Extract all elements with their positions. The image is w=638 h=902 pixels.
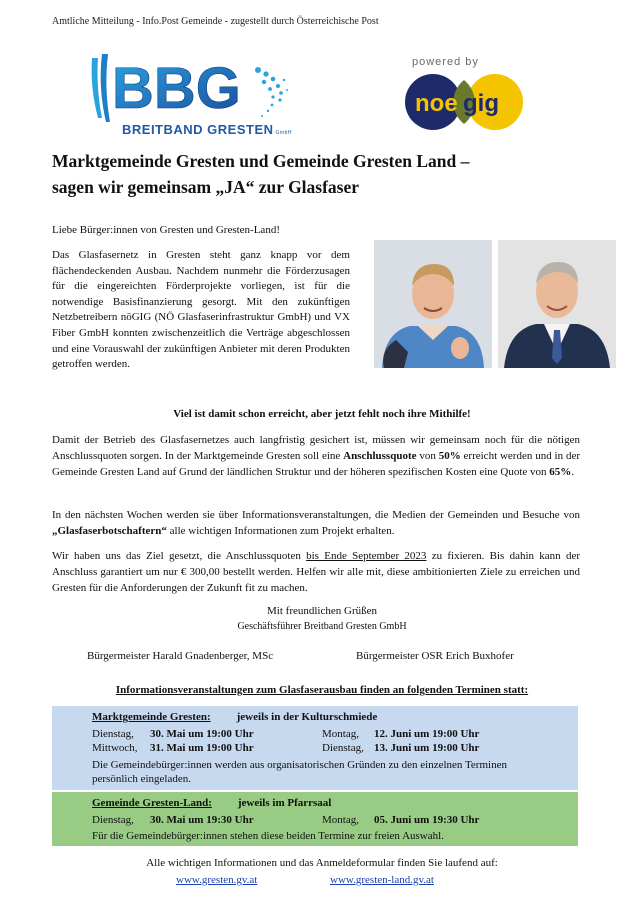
events-note: Für die Gemeindebürger:innen stehen diese beiden Termine zur freien Auswahl. bbox=[92, 830, 444, 842]
bbg-subtitle: BREITBAND GRESTEN GmbH bbox=[122, 122, 292, 137]
noegig-logo bbox=[403, 72, 529, 132]
headline-line-2: sagen wir gemeinsam „JA“ zur Glasfaser bbox=[52, 177, 360, 197]
event-row: Mittwoch, 31. Mai um 19:00 Uhr Dienstag, 13. Juni um 19:00 Uhr bbox=[92, 742, 480, 754]
closing-greeting: Mit freundlichen Grüßen bbox=[267, 605, 377, 617]
signer-1: Bürgermeister Harald Gnadenberger, MSc bbox=[87, 650, 274, 662]
powered-by-label: powered by bbox=[412, 56, 479, 68]
portrait-photo-mayor-2 bbox=[498, 240, 616, 368]
closing-block bbox=[52, 604, 592, 634]
portrait-photo-mayor-1 bbox=[374, 240, 492, 368]
headline-line-1: Marktgemeinde Gresten und Gemeinde Gresten Land – bbox=[52, 151, 470, 171]
events-heading: Informationsveranstaltungen zum Glasfaserausbau finden an folgenden Terminen statt: bbox=[115, 684, 529, 696]
headline bbox=[52, 148, 592, 200]
paragraph-quota: Damit der Betrieb des Glasfasernetzes auch langfristig gesichert ist, müssen wir gemeinsam noch für die nötigen Anschlussquoten sorgen. In der Marktgemeinde Gresten soll eine Anschlussquote von 50% erreicht werden und in der Gemeinde Gresten Land auf Grund der ländlichen Struktur und der höheren spezifischen Kosten eine Quote von 65%. bbox=[52, 434, 580, 478]
events-box-gresten-land bbox=[52, 792, 578, 846]
events-box-title: Marktgemeinde Gresten: jeweils in der Kulturschmiede bbox=[92, 711, 378, 723]
greeting: Liebe Bürger:innen von Gresten und Gresten-Land! bbox=[52, 224, 280, 236]
signer-2: Bürgermeister OSR Erich Buxhofer bbox=[356, 650, 514, 662]
footer-text: Alle wichtigen Informationen und das Anmeldeformular finden Sie laufend auf: bbox=[146, 857, 498, 869]
svg-text:noe: noe bbox=[415, 90, 458, 117]
svg-text:gig: gig bbox=[463, 90, 499, 117]
intro-paragraph: Das Glasfasernetz in Gresten steht ganz knapp vor dem flächendeckenden Ausbau. Nachdem nunmehr die Förderzusagen für die eingereichten Förderprojekte vorliegen, ist für die notwendige Basisfinanzierung gesorgt. Mit den zukünftigen Netzbetreibern nöGIG (NÖ Glasfaserinfrastruktur GmbH) und VX Fiber GmbH konnten zwischenzeitlich die Verträge abgeschlossen und eine Vorauswahl der zukünftigen Anbieter mit deren Produkten getroffen werden. bbox=[52, 249, 350, 371]
link-gresten[interactable]: www.gresten.gv.at bbox=[176, 874, 258, 886]
events-box-title: Gemeinde Gresten-Land: jeweils im Pfarrsaal bbox=[92, 797, 332, 809]
svg-text:BBG: BBG bbox=[112, 56, 241, 121]
call-to-action: Viel ist damit schon erreicht, aber jetzt fehlt noch ihre Mithilfe! bbox=[173, 408, 471, 420]
closing-company: Geschäftsführer Breitband Gresten GmbH bbox=[237, 621, 407, 632]
official-notice: Amtliche Mitteilung - Info.Post Gemeinde - zugestellt durch Österreichische Post bbox=[52, 16, 379, 27]
paragraph-goal: Wir haben uns das Ziel gesetzt, die Anschlussquoten bis Ende September 2023 zu fixieren. Bis dahin kann der Anschluss garantiert um nur € 300,00 bestellt werden. Helfen wir alle mit, diese ambitionierten Ziele zu erreichen und Gresten für die Anforderungen der Zukunft fit zu machen. bbox=[52, 550, 580, 594]
events-box-marktgemeinde bbox=[52, 706, 578, 790]
link-gresten-land[interactable]: www.gresten-land.gv.at bbox=[330, 874, 434, 886]
paragraph-info: In den nächsten Wochen werden sie über Informationsveranstaltungen, die Medien der Gemeinden und Besuche von „Glasfaserbotschaftern“ alle wichtigen Informationen zum Projekt erhalten. bbox=[52, 509, 580, 537]
event-row: Dienstag, 30. Mai um 19:00 Uhr Montag, 12. Juni um 19:00 Uhr bbox=[92, 728, 480, 740]
events-note: Die Gemeindebürger:innen werden aus organisatorischen Gründen zu den einzelnen Terminen persönlich eingeladen. bbox=[92, 759, 507, 785]
event-row: Dienstag, 30. Mai um 19:30 Uhr Montag, 05. Juni um 19:30 Uhr bbox=[92, 814, 480, 826]
